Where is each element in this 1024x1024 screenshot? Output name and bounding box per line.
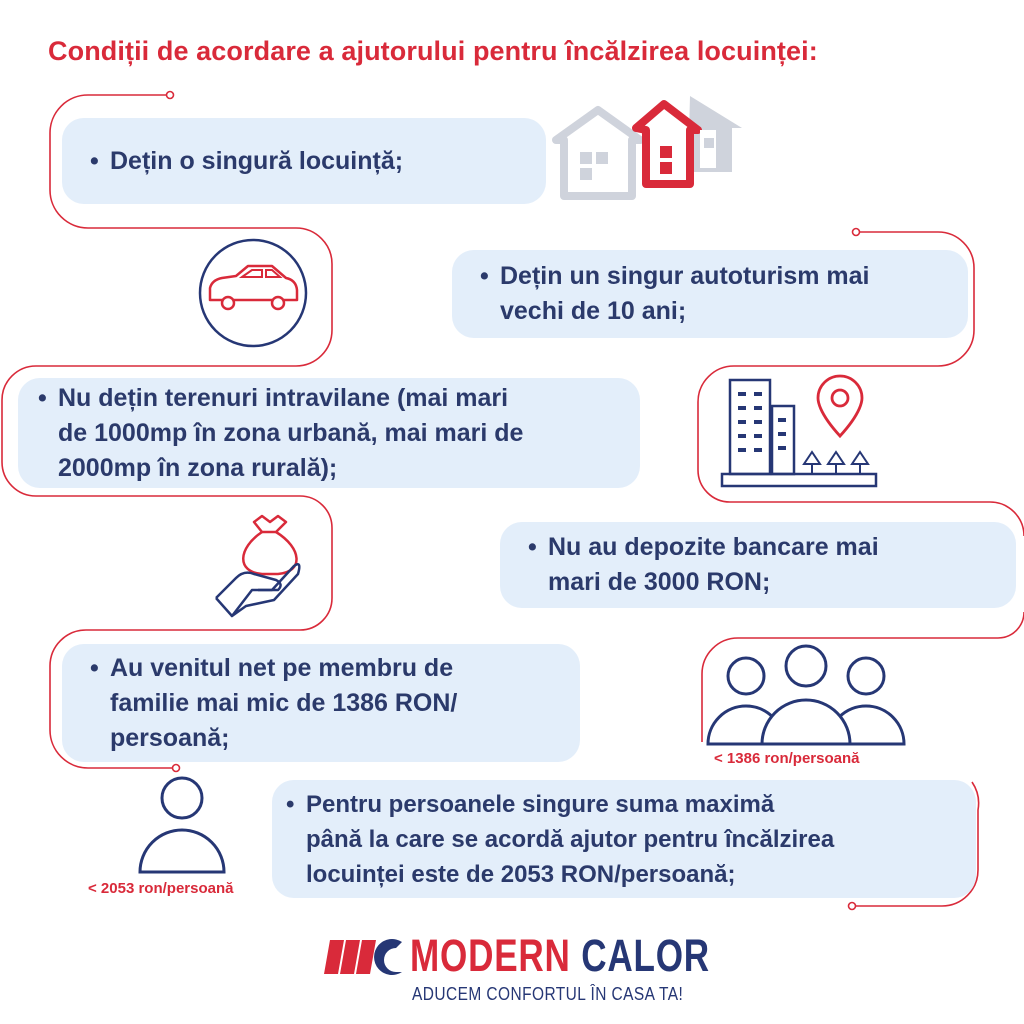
condition-text: locuinței este de 2053 RON/persoană;	[306, 860, 736, 888]
bullet: •	[90, 653, 99, 682]
condition-text: familie mai mic de 1386 RON/	[110, 688, 458, 717]
condition-text: persoană;	[110, 723, 230, 752]
condition-text: Nu dețin terenuri intravilane (mai mari	[58, 383, 509, 412]
bullet: •	[528, 533, 537, 561]
condition-text: Dețin un singur autoturism mai	[500, 262, 870, 290]
condition-card-land	[18, 378, 640, 488]
condition-text: Nu au depozite bancare mai	[548, 533, 879, 561]
bullet: •	[480, 262, 489, 290]
condition-card-single-person	[272, 780, 976, 898]
single-income-caption: < 2053 ron/persoană	[88, 880, 234, 897]
building-location-icon	[722, 376, 876, 486]
condition-text: vechi de 10 ani;	[500, 297, 687, 325]
condition-text: Pentru persoanele singure suma maximă	[306, 790, 775, 818]
bullet: •	[90, 146, 99, 175]
condition-card-car	[452, 250, 968, 338]
condition-text: până la care se acordă ajutor pentru încălzirea	[306, 825, 835, 853]
bullet: •	[286, 790, 295, 818]
brand-name-part2: CALOR	[581, 930, 710, 981]
condition-text: Au venitul net pe membru de	[110, 653, 454, 682]
condition-card-income	[62, 644, 580, 762]
family-income-caption: < 1386 ron/persoană	[714, 750, 860, 767]
condition-card-deposits	[500, 522, 1016, 608]
condition-text: de 1000mp în zona urbană, mai mari de	[58, 418, 524, 447]
brand-name	[410, 930, 710, 982]
brand-slogan: ADUCEM CONFORTUL ÎN CASA TA!	[412, 984, 684, 1004]
condition-text: Dețin o singură locuință;	[110, 146, 404, 175]
person-icon	[140, 778, 224, 872]
houses-icon	[556, 96, 742, 196]
money-bag-hand-icon	[216, 516, 299, 616]
condition-text: 2000mp în zona rurală);	[58, 453, 338, 482]
condition-text: mari de 3000 RON;	[548, 568, 771, 596]
condition-card-single-home	[62, 118, 546, 204]
bullet: •	[38, 383, 47, 412]
family-group-icon	[708, 646, 904, 744]
brand-name-part1: MODERN	[410, 930, 571, 981]
page-title: Condiții de acordare a ajutorului pentru încălzirea locuinței:	[48, 36, 818, 66]
car-icon	[200, 240, 306, 346]
modern-calor-logo-icon	[324, 939, 402, 975]
